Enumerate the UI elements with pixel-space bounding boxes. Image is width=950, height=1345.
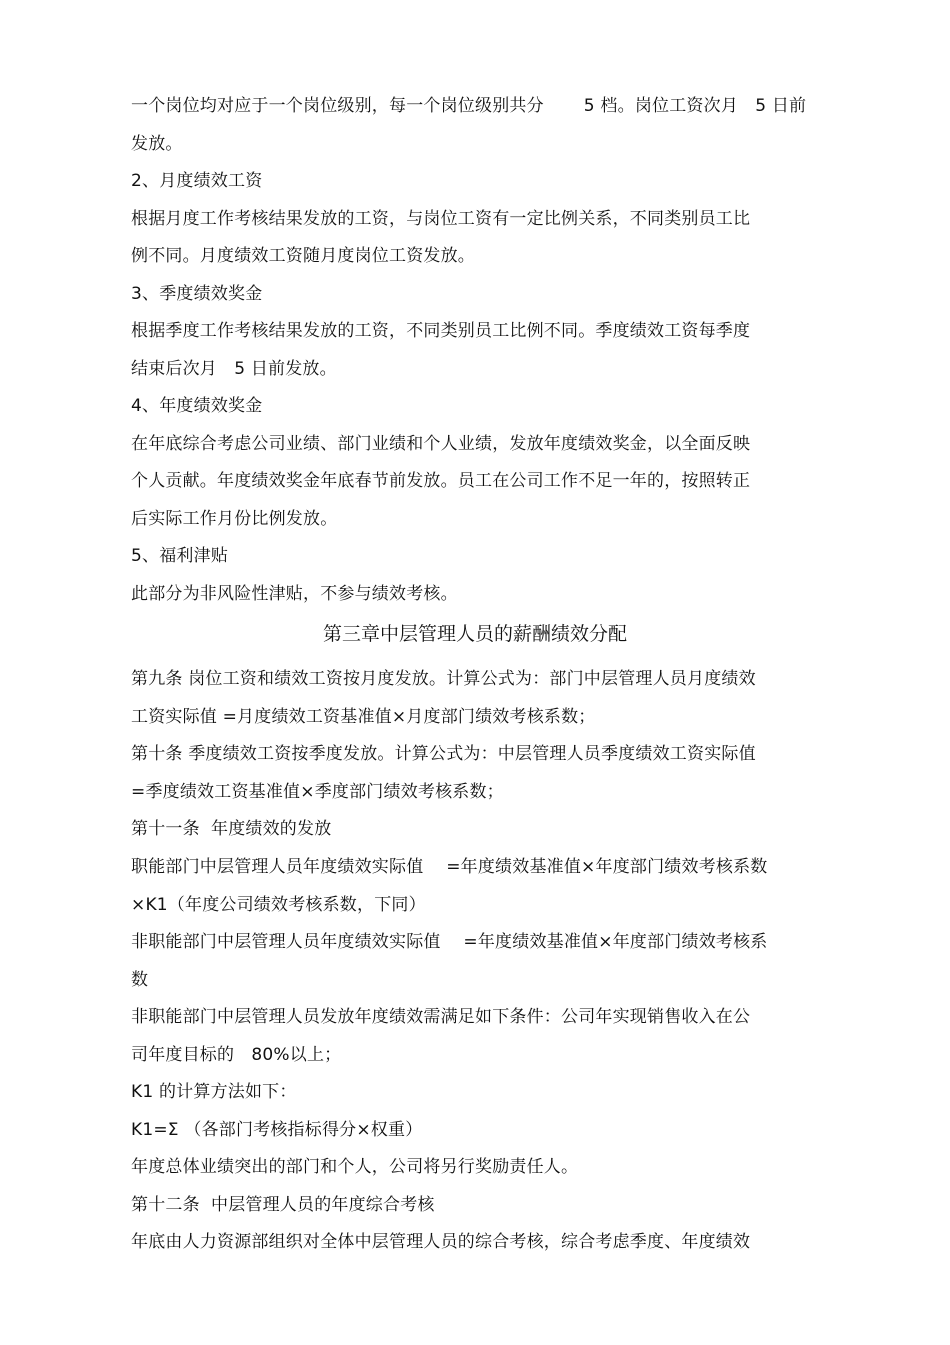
section-heading: 3、季度绩效奖金 — [131, 284, 263, 304]
text-line: ×K1（年度公司绩效考核系数，下同） — [131, 895, 426, 915]
text-line: 职能部门中层管理人员年度绩效实际值 =年度绩效基准值×年度部门绩效考核系数 — [131, 857, 768, 877]
text-line: 个人贡献。年度绩效奖金年底春节前发放。员工在公司工作不足一年的，按照转正 — [131, 471, 751, 491]
section-heading: 2、月度绩效工资 — [131, 171, 263, 191]
text-line: 发放。 — [131, 134, 183, 154]
text-line: =季度绩效工资基准值×季度部门绩效考核系数； — [131, 782, 504, 802]
section-heading: 第十一条 年度绩效的发放 — [131, 819, 332, 839]
chapter-title: 第三章中层管理人员的薪酬绩效分配 — [322, 623, 627, 645]
text-line: 一个岗位均对应于一个岗位级别，每一个岗位级别共分 5 档。岗位工资次月 5 日前 — [131, 96, 807, 116]
section-heading: 4、年度绩效奖金 — [131, 396, 263, 416]
text-line: 第十条 季度绩效工资按季度发放。计算公式为：中层管理人员季度绩效工资实际值 — [131, 744, 756, 764]
section-heading: 5、福利津贴 — [131, 546, 229, 566]
text-line: 年底由人力资源部组织对全体中层管理人员的综合考核，综合考虑季度、年度绩效 — [131, 1232, 751, 1252]
text-line: 后实际工作月份比例发放。 — [131, 509, 338, 529]
text-line: 非职能部门中层管理人员发放年度绩效需满足如下条件：公司年实现销售收入在公 — [131, 1007, 751, 1027]
section-heading: 第十二条 中层管理人员的年度综合考核 — [131, 1195, 435, 1215]
text-line: 根据季度工作考核结果发放的工资，不同类别员工比例不同。季度绩效工资每季度 — [131, 321, 751, 341]
text-line: 第九条 岗位工资和绩效工资按月度发放。计算公式为：部门中层管理人员月度绩效 — [131, 669, 756, 689]
text-line: 数 — [131, 970, 149, 990]
formula-line: K1=Σ （各部门考核指标得分×权重） — [131, 1120, 423, 1140]
text-line: 工资实际值 =月度绩效工资基准值×月度部门绩效考核系数； — [131, 707, 596, 727]
text-line: 年度总体业绩突出的部门和个人，公司将另行奖励责任人。 — [131, 1157, 579, 1177]
text-line: 根据月度工作考核结果发放的工资，与岗位工资有一定比例关系，不同类别员工比 — [131, 209, 751, 229]
text-line: K1 的计算方法如下： — [131, 1082, 297, 1102]
text-line: 非职能部门中层管理人员年度绩效实际值 =年度绩效基准值×年度部门绩效考核系 — [131, 932, 768, 952]
text-line: 例不同。月度绩效工资随月度岗位工资发放。 — [131, 246, 475, 266]
text-line: 司年度目标的 80%以上； — [131, 1045, 342, 1065]
text-line: 在年底综合考虑公司业绩、部门业绩和个人业绩，发放年度绩效奖金，以全面反映 — [131, 434, 751, 454]
text-line: 此部分为非风险性津贴，不参与绩效考核。 — [131, 584, 458, 604]
text-line: 结束后次月 5 日前发放。 — [131, 359, 337, 379]
